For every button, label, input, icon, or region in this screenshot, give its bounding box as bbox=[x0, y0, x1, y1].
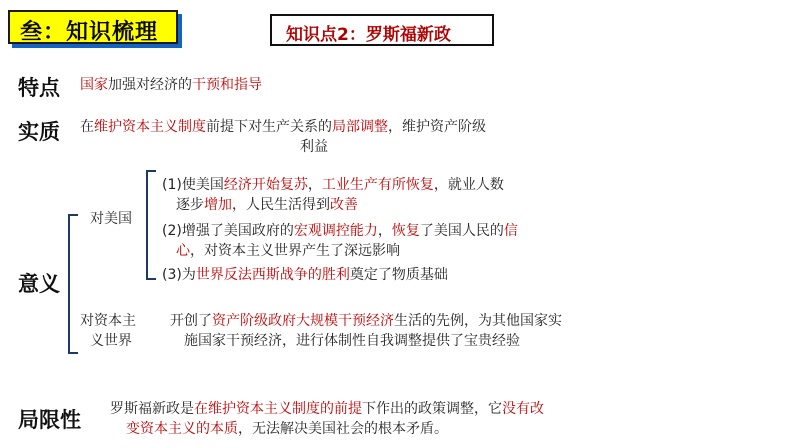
world-label-line1: 对资本主 bbox=[80, 313, 136, 329]
us-bracket bbox=[146, 170, 156, 280]
world-text-line1: 开创了资产阶级政府大规模干预经济生活的先例，为其他国家实 bbox=[170, 313, 562, 329]
limitation-text-line1: 罗斯福新政是在维护资本主义制度的前提下作出的政策调整，它没有改 bbox=[110, 401, 544, 417]
significance-label: 意义 bbox=[18, 272, 60, 296]
essence-text-line2: 利益 bbox=[300, 139, 328, 155]
us-item3: (3)为世界反法西斯战争的胜利奠定了物质基础 bbox=[162, 267, 448, 283]
knowledge-point-box bbox=[270, 14, 494, 46]
essence-text-line1: 在维护资本主义制度前提下对生产关系的局部调整，维护资产阶级 bbox=[80, 119, 486, 135]
us-label: 对美国 bbox=[90, 211, 132, 227]
features-label: 特点 bbox=[18, 76, 60, 100]
essence-label: 实质 bbox=[18, 120, 60, 144]
us-item2-line2: 心，对资本主义世界产生了深远影响 bbox=[176, 243, 400, 259]
us-item1-line2: 逐步增加，人民生活得到改善 bbox=[176, 197, 358, 213]
us-item2-line1: (2)增强了美国政府的宏观调控能力，恢复了美国人民的信 bbox=[162, 223, 518, 239]
limitation-text-line2: 变资本主义的本质，无法解决美国社会的根本矛盾。 bbox=[126, 421, 448, 437]
world-text-line2: 施国家干预经济，进行体制性自我调整提供了宝贵经验 bbox=[184, 333, 520, 349]
features-text: 国家加强对经济的干预和指导 bbox=[80, 77, 262, 93]
significance-bracket bbox=[68, 214, 78, 354]
section-title: 叁：知识梳理 bbox=[20, 20, 159, 45]
us-item1-line1: (1)使美国经济开始复苏，工业生产有所恢复，就业人数 bbox=[162, 177, 504, 193]
knowledge-point-title: 知识点2：罗斯福新政 bbox=[286, 25, 451, 45]
limitation-label: 局限性 bbox=[18, 408, 81, 432]
world-label-line2: 义世界 bbox=[90, 333, 132, 349]
section-banner bbox=[8, 10, 178, 44]
